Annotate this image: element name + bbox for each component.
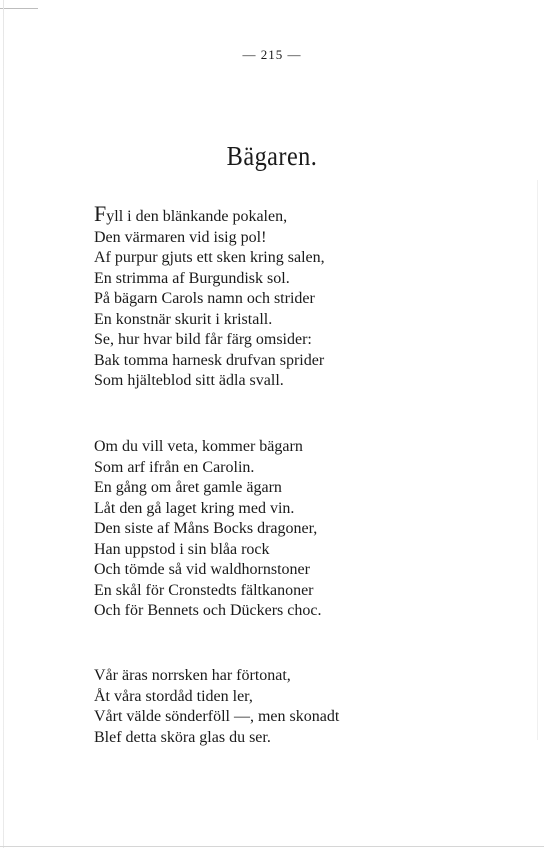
poem-line: Som hjälteblod sitt ädla svall. — [94, 372, 284, 389]
poem-line: Den värmaren vid isig pol! — [94, 228, 267, 246]
poem-line: Åt våra stordåd tiden ler, — [94, 687, 253, 705]
poem-line: En skål för Cronstedts fältkanoner — [94, 581, 314, 599]
poem-line: En konstnär skurit i kristall. — [94, 310, 273, 328]
page-edge-mark — [0, 8, 38, 9]
poem-line: Af purpur gjuts ett sken kring salen, — [94, 249, 325, 266]
poem-line: Om du vill veta, kommer bägarn — [94, 438, 303, 455]
poem-line: Han uppstod i sin blåa rock — [94, 540, 270, 558]
poem-line: Och för Bennets och Dückers choc. — [94, 602, 322, 619]
poem-line: En strimma af Burgundisk sol. — [94, 269, 290, 287]
drop-cap: F — [94, 201, 107, 226]
poem-line: Den siste af Måns Bocks dragoner, — [94, 520, 318, 537]
page-number: — 215 — — [242, 47, 302, 62]
stanza-3 — [94, 666, 404, 748]
poem-line: Och tömde så vid waldhornstoner — [94, 561, 310, 578]
poem-line: En gång om året gamle ägarn — [94, 479, 282, 496]
page-bottom-edge — [0, 846, 544, 847]
poem-line-first — [94, 201, 404, 228]
poem-line: Se, hur hvar bild får färg omsider: — [94, 331, 312, 348]
stanza-1 — [94, 201, 404, 392]
poem-title: Bägaren. — [226, 141, 318, 171]
stanza-2 — [94, 437, 404, 622]
poem-line: Vår äras norrsken har förtonat, — [94, 667, 291, 684]
poem-line: Som arf ifrån en Carolin. — [94, 458, 255, 476]
page-right-edge — [537, 180, 538, 740]
poem-line: Låt den gå laget kring med vin. — [94, 499, 295, 517]
page-left-edge — [3, 0, 4, 848]
poem-line: Vårt välde sönderföll —, men skonadt — [94, 708, 340, 725]
poem-line-first-rest: yll i den blänkande pokalen, — [106, 208, 288, 225]
poem-line: Blef detta sköra glas du ser. — [94, 728, 271, 746]
poem-line: På bägarn Carols namn och strider — [94, 290, 315, 307]
poem-line: Bak tomma harnesk drufvan sprider — [94, 351, 325, 369]
